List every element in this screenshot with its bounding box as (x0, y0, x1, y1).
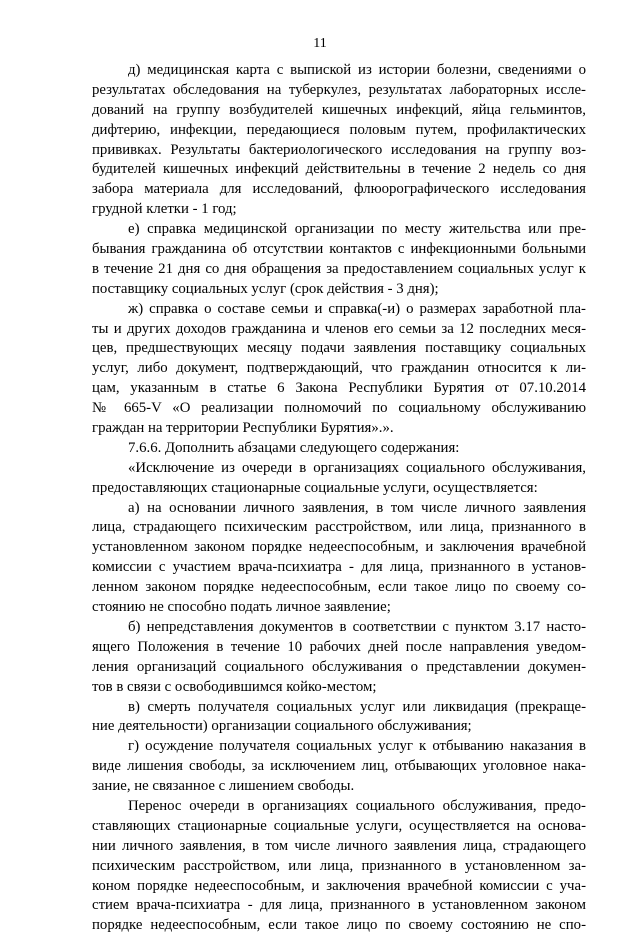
text-line: 7.6.6. Дополнить абзацами следующего содержания: (128, 439, 460, 456)
text-line: а) на основании личного заявления, в том числе личного заявления (128, 499, 586, 516)
text-line: порядке недееспособным, если такое лицо по своему состоянию не спо- (92, 917, 586, 934)
text-line: прививках. Результаты бактериологического исследования на группу воз- (92, 141, 586, 158)
text-line: Перенос очереди в организациях социального обслуживания, предо- (128, 797, 586, 814)
text-line: виде лишения свободы, за исключением лиц, отбывающих уголовное нака- (92, 758, 586, 775)
text-line: дифтерию, инфекции, передающиеся половым путем, профилактических (92, 121, 586, 138)
text-line: лица, страдающего психическим расстройством, или лица, признанного в (92, 519, 586, 536)
text-line: б) непредставления документов в соответствии с пунктом 3.17 насто- (128, 618, 586, 635)
text-line: в течение 21 дня со дня обращения за предоставлением социальных услуг к (92, 260, 586, 277)
text-line: грудной клетки - 1 год; (92, 201, 237, 218)
text-line: е) справка медицинской организации по месту жительства или пре- (128, 221, 586, 238)
text-line: № 665-V «О реализации полномочий по социальному обслуживанию (92, 400, 586, 417)
text-line: в) смерть получателя социальных услуг или ликвидация (прекраще- (128, 698, 586, 715)
text-line: будителей кишечных инфекций действительны в течение 2 недель со дня (92, 161, 586, 178)
text-line: ты и других доходов гражданина и членов его семьи за 12 последних меся- (92, 320, 586, 337)
text-line: поставщику социальных услуг (срок действия - 3 дня); (92, 280, 439, 297)
text-line: ставляющих стационарные социальные услуги, осуществляется на основа- (92, 817, 586, 834)
text-line: предоставляющих стационарные социальные услуги, осуществляется: (92, 479, 538, 496)
page-number: 11 (313, 36, 327, 51)
text-line: ящего Положения в течение 10 рабочих дней после направления уведом- (92, 638, 586, 655)
text-line: установленном законом порядке недееспособным, и заключения врачебной (92, 539, 586, 556)
text-line: зание, не связанное с лишением свободы. (92, 778, 355, 795)
text-line: «Исключение из очереди в организациях социального обслуживания, (128, 459, 586, 476)
text-line: бывания гражданина об отсутствии контактов с инфекционными больными (92, 241, 586, 258)
text-line: ж) справка о составе семьи и справка(-и) о размерах заработной пла- (128, 300, 586, 317)
text-line: услуг, либо документ, подтверждающий, что гражданин относится к ли- (92, 360, 586, 377)
text-line: психическим расстройством, или лица, признанного в установленном за- (92, 857, 586, 874)
document-body (92, 61, 586, 936)
text-line: стием врача-психиатра - для лица, признанного в установленном законом (92, 897, 586, 914)
text-line: результатах обследования на туберкулез, результатах лабораторных иссле- (92, 81, 586, 98)
text-line: цам, указанным в статье 6 Закона Республики Бурятия от 07.10.2014 (92, 380, 586, 397)
text-line: ленном законом порядке недееспособным, если такое лицо по своему со- (92, 579, 586, 596)
text-line: д) медицинская карта с выпиской из истории болезни, сведениями о (128, 62, 586, 78)
text-line: стоянию не способно подать личное заявление; (92, 599, 391, 616)
text-line: г) осуждение получателя социальных услуг к отбыванию наказания в (128, 738, 586, 755)
text-line: цев, предшествующих месяцу подачи заявления поставщику социальных (92, 340, 586, 357)
text-line: ние деятельности) организации социального обслуживания; (92, 718, 472, 735)
text-line: дований на группу возбудителей кишечных инфекций, яйца гельминтов, (92, 101, 586, 118)
text-line: коном порядке недееспособным, и заключения врачебной комиссии с уча- (92, 877, 586, 894)
text-line: тов в связи с освободившимся койко-местом; (92, 678, 377, 695)
text-line: комиссии с участием врача-психиатра - для лица, признанного в установ- (92, 559, 586, 576)
text-line: нии личного заявления, в том числе личного заявления лица, страдающего (92, 837, 586, 854)
text-line: ления организаций социального обслуживания о представлении докумен- (92, 658, 586, 675)
text-line: забора материала для исследований, флюорографического исследования (92, 181, 586, 198)
text-line: граждан на территории Республики Бурятия».». (92, 420, 394, 437)
